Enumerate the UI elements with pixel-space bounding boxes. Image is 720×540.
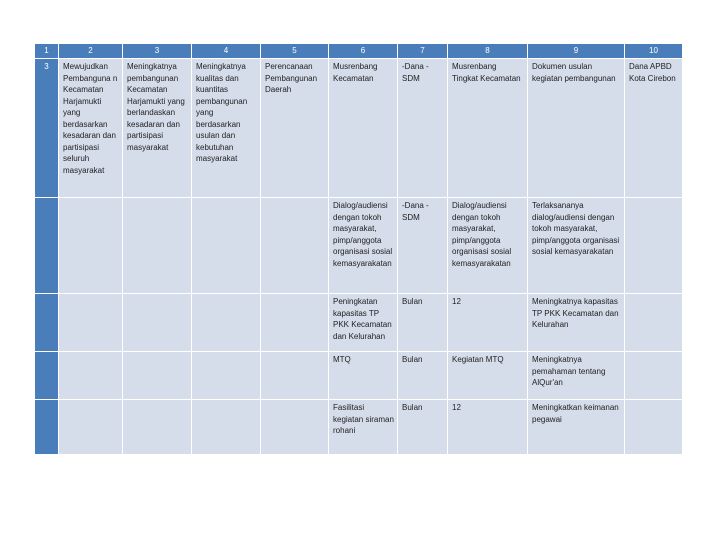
table-cell: MTQ (329, 352, 398, 400)
col-header: 7 (398, 44, 448, 59)
table-cell (123, 198, 192, 294)
table-cell: -Dana -SDM (398, 59, 448, 198)
table-cell (625, 400, 683, 455)
table-cell: Meningkatkan keimanan pegawai (528, 400, 625, 455)
table-cell: Dialog/audiensi dengan tokoh masyarakat, pimp/anggota organisasi sosial kemasyarakatan (448, 198, 528, 294)
col-header: 3 (123, 44, 192, 59)
row-number (35, 294, 59, 352)
table-cell: Fasilitasi kegiatan siraman rohani (329, 400, 398, 455)
table-cell (123, 294, 192, 352)
table-row (35, 294, 683, 352)
table-cell: Musrenbang Kecamatan (329, 59, 398, 198)
table-cell (59, 198, 123, 294)
table-cell: Meningkatnya kualitas dan kuantitas pembangunan yang berdasarkan usulan dan kebutuhan masyarakat (192, 59, 261, 198)
col-header: 4 (192, 44, 261, 59)
table-cell: Perencanaan Pembangunan Daerah (261, 59, 329, 198)
row-number (35, 352, 59, 400)
table-cell: 12 (448, 400, 528, 455)
table-cell: Kegiatan MTQ (448, 352, 528, 400)
table-cell: Bulan (398, 400, 448, 455)
table-row (35, 400, 683, 455)
table-cell (625, 294, 683, 352)
col-header: 1 (35, 44, 59, 59)
row-number (35, 198, 59, 294)
table-cell (123, 400, 192, 455)
table-cell (625, 352, 683, 400)
table-cell: Dana APBD Kota Cirebon (625, 59, 683, 198)
table-cell (59, 400, 123, 455)
table-cell: Musrenbang Tingkat Kecamatan (448, 59, 528, 198)
table-cell: Terlaksananya dialog/audiensi dengan tokoh masyarakat, pimp/anggota organisasi sosial kemasyarakatan (528, 198, 625, 294)
col-header: 8 (448, 44, 528, 59)
table-cell: Dialog/audiensi dengan tokoh masyarakat, pimp/anggota organisasi sosial kemasyarakatan (329, 198, 398, 294)
table-cell: Bulan (398, 352, 448, 400)
header-row (35, 44, 683, 59)
table-row (35, 352, 683, 400)
table-row (35, 59, 683, 198)
row-number (35, 400, 59, 455)
table-cell: -Dana -SDM (398, 198, 448, 294)
table-cell: Meningkatnya pemahaman tentang AlQur'an (528, 352, 625, 400)
table-cell: Meningkatnya pembangunan Kecamatan Harjamukti yang berlandaskan kesadaran dan partisipasi masyarakat (123, 59, 192, 198)
table-cell (192, 294, 261, 352)
col-header: 6 (329, 44, 398, 59)
col-header: 5 (261, 44, 329, 59)
row-number: 3 (35, 59, 59, 198)
table-cell (192, 352, 261, 400)
table-cell (192, 400, 261, 455)
table-row (35, 198, 683, 294)
table-cell: Dokumen usulan kegiatan pembangunan (528, 59, 625, 198)
table-cell (261, 400, 329, 455)
col-header: 10 (625, 44, 683, 59)
table-cell: 12 (448, 294, 528, 352)
table-cell (261, 294, 329, 352)
table-cell (59, 294, 123, 352)
table-cell (261, 352, 329, 400)
table-cell: Meningkatnya kapasitas TP PKK Kecamatan dan Kelurahan (528, 294, 625, 352)
table-cell: Bulan (398, 294, 448, 352)
table-cell: Peningkatan kapasitas TP PKK Kecamatan dan Kelurahan (329, 294, 398, 352)
program-table (34, 43, 683, 455)
table-cell (59, 352, 123, 400)
col-header: 9 (528, 44, 625, 59)
table-cell (192, 198, 261, 294)
col-header: 2 (59, 44, 123, 59)
table-cell (123, 352, 192, 400)
table-cell: Mewujudkan Pembanguna n Kecamatan Harjamukti yang berdasarkan kesadaran dan partisipasi seluruh masyarakat (59, 59, 123, 198)
table-cell (261, 198, 329, 294)
table-cell (625, 198, 683, 294)
